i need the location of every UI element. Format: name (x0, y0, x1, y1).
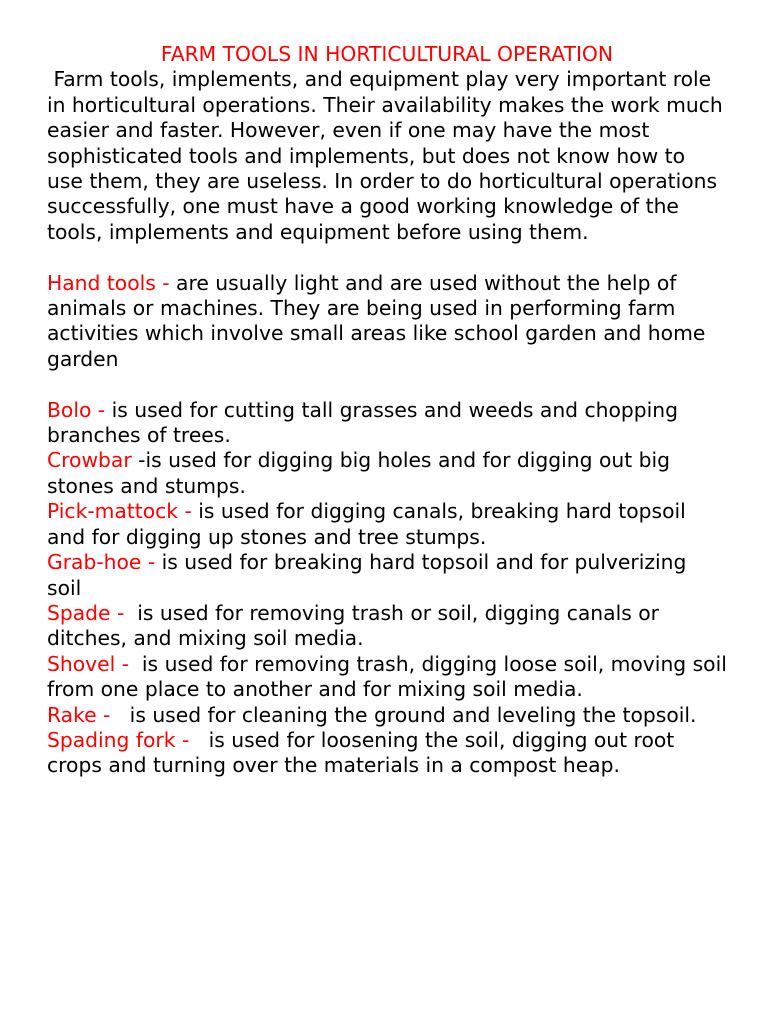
tool-term: Grab-hoe - (47, 550, 162, 575)
hand-tools-paragraph (47, 271, 727, 373)
tool-description: -is used for digging big holes and for digging out big stones and stumps. (47, 448, 677, 498)
tool-entry-bolo (47, 398, 727, 449)
document-title: FARM TOOLS IN HORTICULTURAL OPERATION (160, 42, 614, 66)
tool-entry-grab-hoe (47, 550, 727, 601)
tool-term: Crowbar (47, 448, 139, 473)
tool-term: Spading fork - (47, 727, 203, 752)
tool-term: Bolo - (47, 397, 112, 422)
tool-entry-shovel (47, 651, 734, 703)
tool-description: is used for cleaning the ground and leveling the topsoil. (123, 702, 697, 727)
hand-tools-term: Hand tools - (47, 270, 177, 295)
tool-description: is used for digging canals, breaking hard topsoil and for digging up stones and tree stumps. (47, 499, 693, 549)
hand-tools-description: are usually light and are used without the help of animals or machines. They are being used in performing farm activities which involve small areas like school garden and home garden (47, 270, 712, 371)
paragraph-spacer (47, 245, 727, 270)
tool-term: Shovel - (47, 651, 136, 676)
tool-description: is used for breaking hard topsoil and for pulverizing soil (47, 550, 693, 600)
tool-description: is used for loosening the soil, digging out root crops and turning over the materials in a compost heap. (47, 727, 681, 778)
paragraph-spacer (47, 372, 727, 397)
document-page (47, 42, 734, 779)
tool-entry-spade (47, 601, 727, 652)
tool-term: Rake - (47, 702, 124, 727)
tool-entry-rake (47, 703, 727, 728)
tool-entry-crowbar (47, 448, 727, 499)
tool-entry-spading-fork (47, 728, 727, 779)
tool-description: is used for removing trash or soil, digging canals or ditches, and mixing soil media. (47, 600, 666, 651)
tool-term: Spade - (47, 600, 131, 625)
tool-entry-pick-mattock (47, 499, 727, 550)
tool-description: is used for removing trash, digging loose soil, moving soil from one place to another and for mixing soil media. (47, 651, 734, 702)
intro-paragraph: Farm tools, implements, and equipment play very important role in horticultural operations. Their availability makes the work much easier and faster. However, even if one may have the most sophisticated tools and implements, but does not know how to use them, they are useless. In order to do horticultural operations successfully, one must have a good working knowledge of the tools, implements and equipment before using them. (47, 67, 730, 244)
tool-term: Pick-mattock - (47, 499, 199, 524)
tool-description: is used for cutting tall grasses and weeds and chopping branches of trees. (47, 397, 685, 448)
